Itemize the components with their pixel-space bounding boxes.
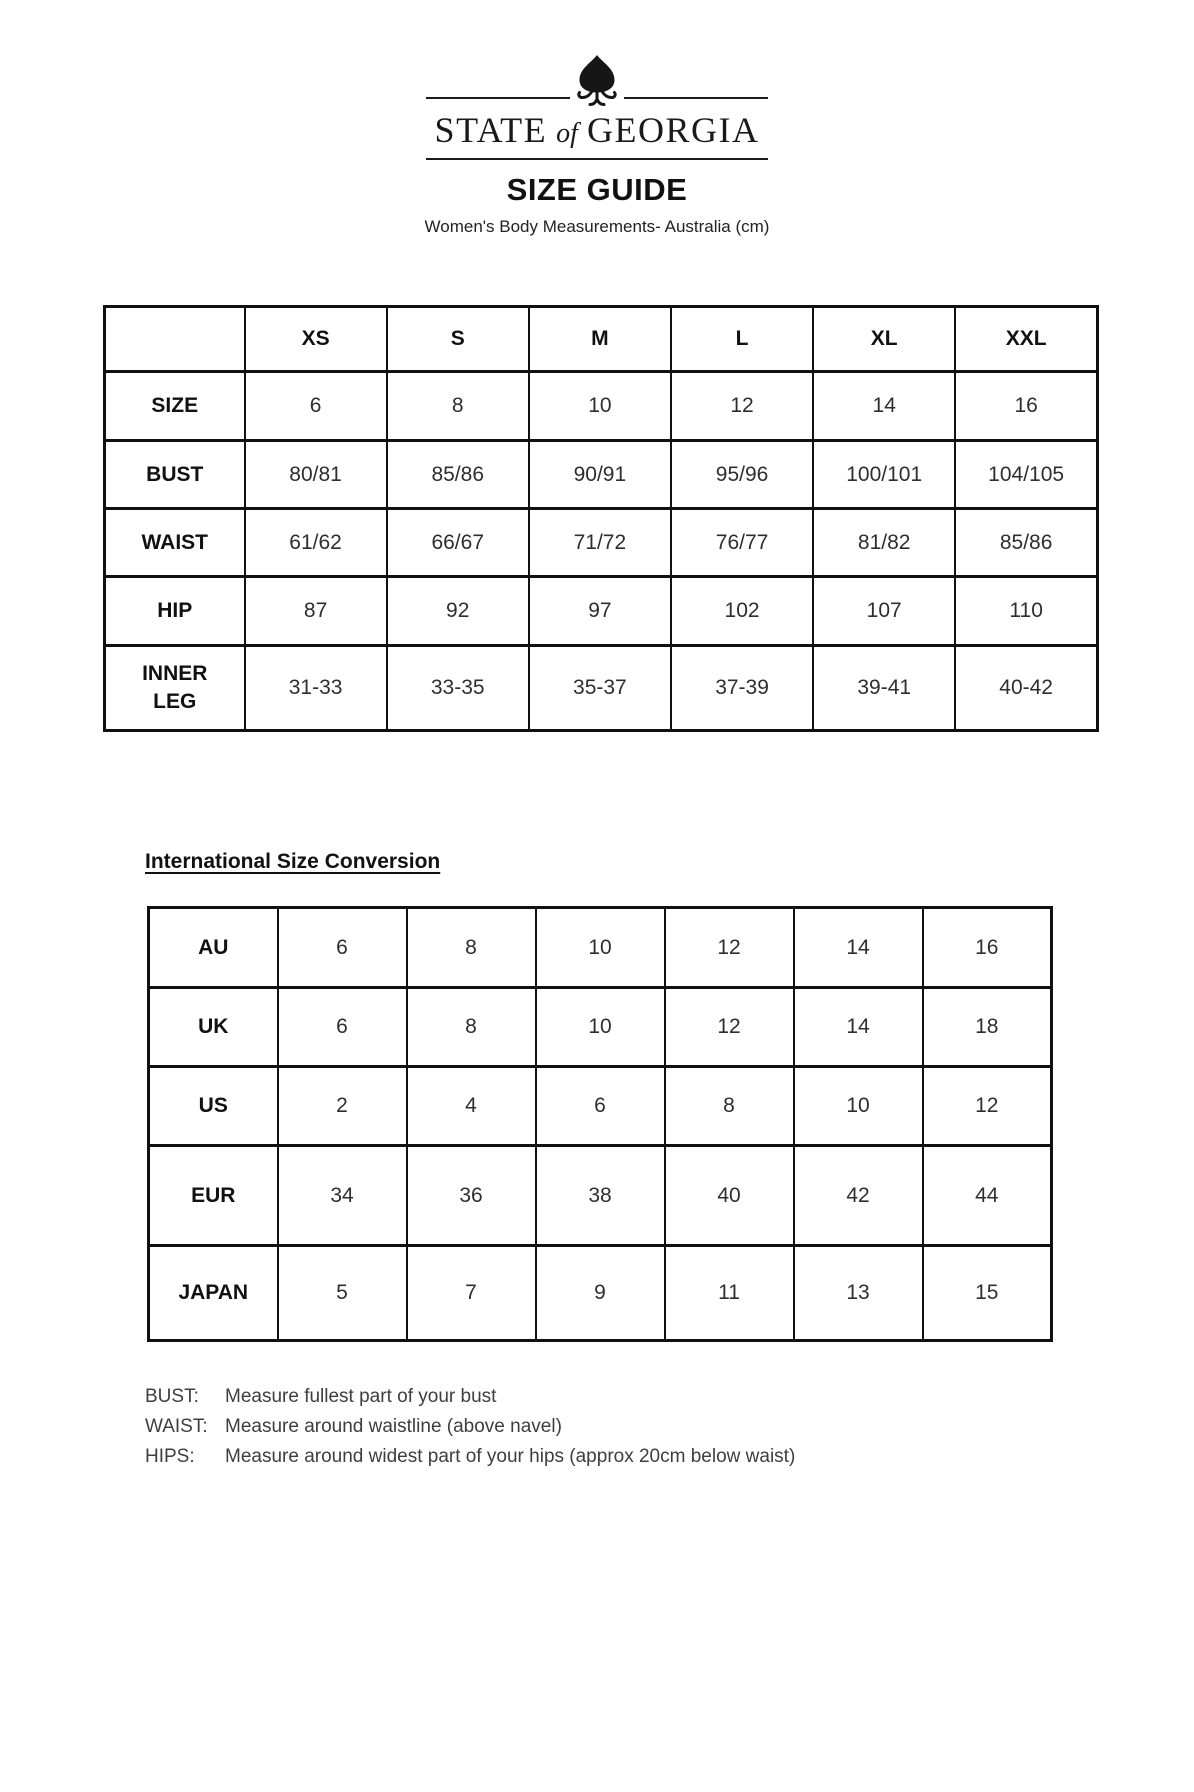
- note-row: [145, 1442, 1194, 1472]
- brand-name-mid: of: [556, 118, 578, 149]
- note-text: Measure around waistline (above navel): [225, 1416, 562, 1438]
- logo-rule-bottom: [426, 158, 768, 160]
- size-cell: 71/72: [529, 509, 671, 577]
- size-cell: 10: [536, 988, 665, 1067]
- size-cell: 13: [794, 1246, 923, 1341]
- size-cell: 95/96: [671, 441, 813, 509]
- size-cell: 16: [955, 372, 1097, 441]
- conversion-table: [147, 906, 1053, 1342]
- size-cell: 100/101: [813, 441, 955, 509]
- row-label: US: [149, 1067, 278, 1146]
- size-cell: 15: [923, 1246, 1052, 1341]
- size-cell: 6: [278, 988, 407, 1067]
- column-header: XXL: [955, 307, 1097, 372]
- row-label: EUR: [149, 1146, 278, 1246]
- table-row: [149, 1067, 1052, 1146]
- size-cell: 12: [923, 1067, 1052, 1146]
- size-cell: 16: [923, 908, 1052, 988]
- row-label: UK: [149, 988, 278, 1067]
- size-cell: 10: [529, 372, 671, 441]
- size-cell: 35-37: [529, 646, 671, 731]
- size-cell: 92: [387, 577, 529, 646]
- page-subtitle: Women's Body Measurements- Australia (cm): [424, 217, 770, 237]
- size-cell: 10: [536, 908, 665, 988]
- row-label: SIZE: [105, 372, 245, 441]
- note-text: Measure fullest part of your bust: [225, 1386, 497, 1408]
- table-row: [105, 307, 1098, 372]
- note-label: HIPS:: [145, 1446, 195, 1468]
- size-cell: 38: [536, 1146, 665, 1246]
- table-row: [149, 988, 1052, 1067]
- row-label: WAIST: [105, 509, 245, 577]
- size-cell: 5: [278, 1246, 407, 1341]
- size-cell: 40: [665, 1146, 794, 1246]
- size-cell: 107: [813, 577, 955, 646]
- table-row: [105, 509, 1098, 577]
- size-cell: 36: [407, 1146, 536, 1246]
- size-cell: 85/86: [387, 441, 529, 509]
- brand-name-left: STATE: [434, 110, 548, 150]
- size-cell: 87: [245, 577, 387, 646]
- size-cell: 102: [671, 577, 813, 646]
- column-header: XS: [245, 307, 387, 372]
- brand-name: [426, 110, 768, 151]
- column-header: S: [387, 307, 529, 372]
- size-cell: 8: [387, 372, 529, 441]
- note-label: BUST:: [145, 1386, 199, 1408]
- size-cell: 18: [923, 988, 1052, 1067]
- table-row: [105, 646, 1098, 731]
- brand-name-right: GEORGIA: [586, 110, 760, 150]
- brand-logo-top: [426, 54, 768, 108]
- row-label: JAPAN: [149, 1246, 278, 1341]
- size-cell: 8: [407, 988, 536, 1067]
- size-cell: 90/91: [529, 441, 671, 509]
- size-cell: 8: [407, 908, 536, 988]
- size-cell: 104/105: [955, 441, 1097, 509]
- size-cell: 81/82: [813, 509, 955, 577]
- size-cell: 2: [278, 1067, 407, 1146]
- measurements-table: [103, 305, 1099, 732]
- row-label: INNER LEG: [105, 646, 245, 731]
- size-cell: 44: [923, 1146, 1052, 1246]
- size-cell: 6: [536, 1067, 665, 1146]
- size-cell: 9: [536, 1246, 665, 1341]
- size-cell: 10: [794, 1067, 923, 1146]
- row-label: AU: [149, 908, 278, 988]
- corner-cell: [105, 307, 245, 372]
- size-cell: 11: [665, 1246, 794, 1341]
- column-header: M: [529, 307, 671, 372]
- table-row: [105, 372, 1098, 441]
- logo-rule-right: [624, 97, 768, 99]
- measurement-notes: [145, 1382, 1194, 1472]
- size-cell: 12: [665, 988, 794, 1067]
- size-cell: 6: [245, 372, 387, 441]
- size-cell: 14: [813, 372, 955, 441]
- tree-icon: [572, 54, 622, 108]
- logo-rule-left: [426, 97, 570, 99]
- size-cell: 12: [665, 908, 794, 988]
- size-cell: 80/81: [245, 441, 387, 509]
- size-cell: 39-41: [813, 646, 955, 731]
- conversion-heading: International Size Conversion: [145, 850, 441, 874]
- size-cell: 37-39: [671, 646, 813, 731]
- note-text: Measure around widest part of your hips (approx 20cm below waist): [225, 1446, 796, 1468]
- size-cell: 76/77: [671, 509, 813, 577]
- size-cell: 31-33: [245, 646, 387, 731]
- size-cell: 110: [955, 577, 1097, 646]
- size-cell: 97: [529, 577, 671, 646]
- size-cell: 6: [278, 908, 407, 988]
- size-cell: 14: [794, 988, 923, 1067]
- brand-logo: [426, 54, 768, 160]
- note-label: WAIST:: [145, 1416, 208, 1438]
- table-row: [149, 1246, 1052, 1341]
- row-label: BUST: [105, 441, 245, 509]
- table-row: [105, 441, 1098, 509]
- size-cell: 4: [407, 1067, 536, 1146]
- column-header: XL: [813, 307, 955, 372]
- size-cell: 12: [671, 372, 813, 441]
- size-cell: 7: [407, 1246, 536, 1341]
- size-cell: 85/86: [955, 509, 1097, 577]
- table-row: [149, 908, 1052, 988]
- size-cell: 61/62: [245, 509, 387, 577]
- note-row: [145, 1412, 1194, 1442]
- size-cell: 8: [665, 1067, 794, 1146]
- size-cell: 42: [794, 1146, 923, 1246]
- size-cell: 14: [794, 908, 923, 988]
- size-cell: 66/67: [387, 509, 529, 577]
- size-cell: 33-35: [387, 646, 529, 731]
- note-row: [145, 1382, 1194, 1412]
- table-row: [149, 1146, 1052, 1246]
- table-row: [105, 577, 1098, 646]
- size-cell: 40-42: [955, 646, 1097, 731]
- row-label: HIP: [105, 577, 245, 646]
- size-cell: 34: [278, 1146, 407, 1246]
- column-header: L: [671, 307, 813, 372]
- page-title: SIZE GUIDE: [506, 172, 688, 208]
